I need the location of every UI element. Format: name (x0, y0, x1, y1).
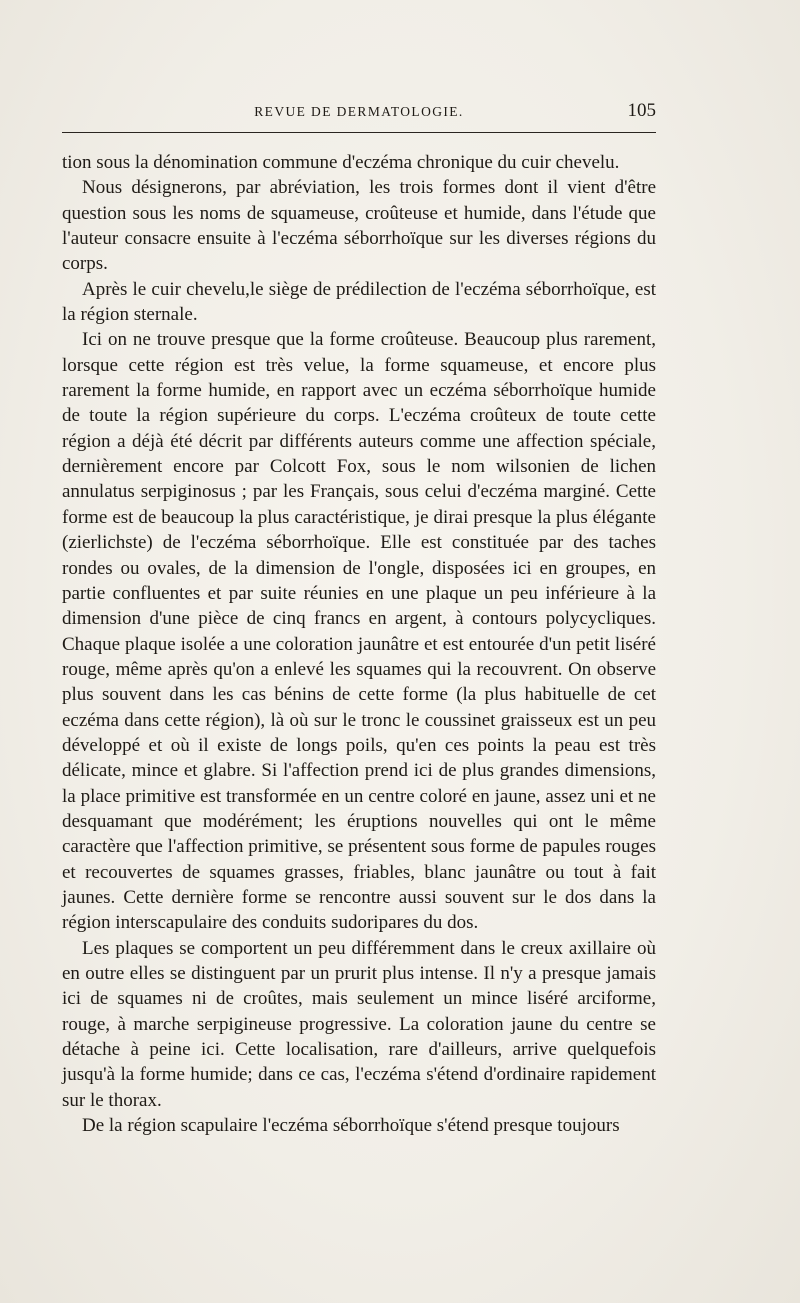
paragraph: De la région scapulaire l'eczéma séborrhoïque s'étend presque toujours (82, 1115, 620, 1137)
paragraph-continuation: tion sous la dénomination commune d'eczéma chronique du cuir chevelu. (62, 152, 620, 173)
paragraph: Nous désignerons, par abréviation, les trois formes dont il vient d'être question sous les noms de squameuse, croûteuse et humide, dans l'étude que l'auteur consacre ensuite à l'eczéma séborrhoïque sur les diverses régions du corps. (62, 177, 656, 275)
header-rule (62, 132, 656, 133)
paragraph: Après le cuir chevelu,le siège de prédilection de l'eczéma séborrhoïque, est la région sternale. (62, 278, 656, 326)
body-text (62, 150, 656, 1138)
running-header (62, 100, 656, 122)
running-title: REVUE DE DERMATOLOGIE. (254, 104, 464, 119)
page-number: 105 (627, 100, 656, 121)
paragraph: Les plaques se comportent un peu différemment dans le creux axillaire où en outre elles se distinguent par un prurit plus intense. Il n'y a presque jamais ici de squames ni de croûtes, mais seulement un mince liséré arciforme, rouge, à marche serpigineuse progressive. La coloration jaune du centre se détache à peine ici. Cette localisation, rare d'ailleurs, arrive quelquefois jusqu'à la forme humide; dans ce cas, l'eczéma s'étend d'ordinaire rapidement sur le thorax. (62, 937, 656, 1111)
paragraph: Ici on ne trouve presque que la forme croûteuse. Beaucoup plus rarement, lorsque cette région est très velue, la forme squameuse, et encore plus rarement la forme humide, en rapport avec un eczéma séborrhoïque humide de toute la région supérieure du corps. L'eczéma croûteux de toute cette région a déjà été décrit par différents auteurs comme une affection spéciale, dernièrement encore par Colcott Fox, sous le nom wilsonien de lichen annulatus serpiginosus ; par les Français, sous celui d'eczéma marginé. Cette forme est de beaucoup la plus caractéristique, je dirai presque la plus élégante (zierlichste) de l'eczéma séborrhoïque. Elle est constituée par des taches rondes ou ovales, de la dimension de l'ongle, disposées ici en groupes, en partie confluentes et par suite réunies en une plaque un peu inférieure à la dimension d'une pièce de cinq francs en argent, à contours polycycliques. Chaque plaque isolée a une coloration jaunâtre et est entourée d'un petit liséré rouge, même après qu'on a enlevé les squames qui la recouvrent. On observe plus souvent dans les cas bénins de cette forme (la plus habituelle de cet eczéma dans cette région), là où sur le tronc le coussinet graisseux est un peu développé et où il existe de longs poils, qu'en ces points la peau est très délicate, mince et glabre. Si l'affection prend ici de plus grandes dimensions, la place primitive est transformée en un centre coloré en jaune, assez uni et ne desquamant que modérément; les éruptions nouvelles qui ont le même caractère que l'affection primitive, se présentent sous forme de papules rouges et recouvertes de squames grasses, friables, blanc jaunâtre ou tout à fait jaunes. Cette dernière forme se rencontre aussi souvent sur le dos dans la région interscapulaire des conduits sudoripares du dos. (62, 329, 656, 934)
